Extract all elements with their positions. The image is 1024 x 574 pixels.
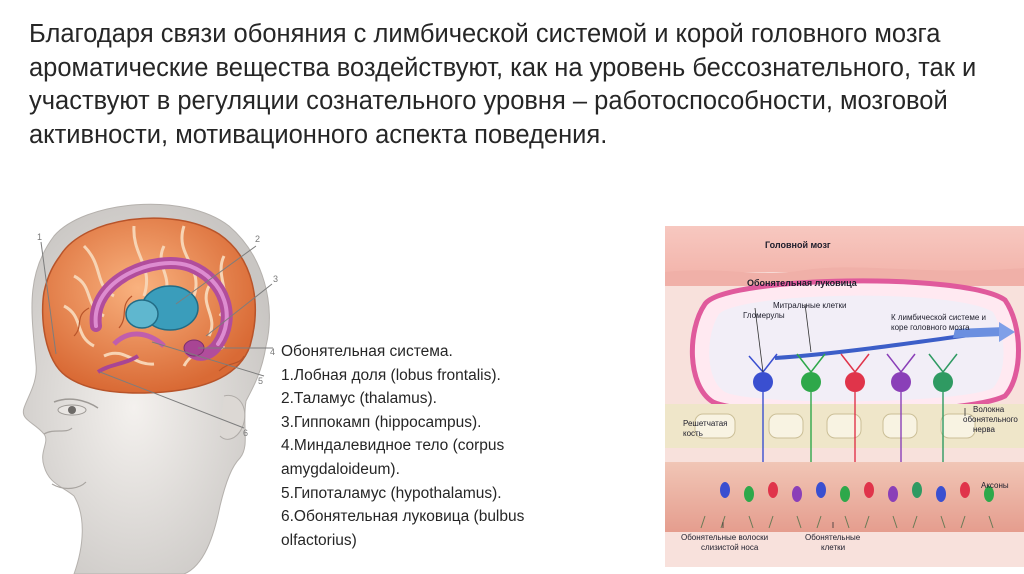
figure-number-5: 5 <box>258 376 264 386</box>
figure-number-2: 2 <box>255 234 261 244</box>
intro-paragraph: Благодаря связи обоняния с лимбической системой и корой головного мозга ароматические вещества воздействуют, как на уровень бессознательного, так и участвуют в регуляции сознательного уровня – работоспособности, мозговой активности, мотивационного аспекта поведения. <box>29 20 977 149</box>
label-bone-2: кость <box>683 429 703 438</box>
legend <box>281 340 524 552</box>
label-brain: Головной мозг <box>765 240 831 250</box>
legend-item: 3.Гиппокамп (hippocampus). <box>281 413 482 431</box>
label-olfactory-bulb: Обонятельная луковица <box>747 278 857 288</box>
legend-item: 5.Гипоталамус (hypothalamus). <box>281 484 502 502</box>
legend-item: 6.Обонятельная луковица (bulbus olfactorius) <box>281 508 525 549</box>
label-fibers-1: Волокна <box>973 405 1005 414</box>
head-brain-illustration <box>14 196 279 574</box>
legend-item: 4.Миндалевидное тело (corpus amygdaloideum). <box>281 437 505 478</box>
legend-title: Обонятельная система. <box>281 343 453 360</box>
label-limbic-1: К лимбической системе и <box>891 313 986 322</box>
label-fibers-2: обонятельного <box>963 415 1018 424</box>
label-cells-1: Обонятельные <box>805 533 861 542</box>
figure-number-4: 4 <box>270 347 276 357</box>
figure-number-3: 3 <box>273 274 279 284</box>
label-bone-1: Решетчатая <box>683 419 728 428</box>
label-hairs-1: Обонятельные волоски <box>681 533 769 542</box>
label-hairs-2: слизистой носа <box>701 543 759 552</box>
label-cells-2: клетки <box>821 543 846 552</box>
label-mitral-cells: Митральные клетки <box>773 301 847 310</box>
legend-item: 1.Лобная доля (lobus frontalis). <box>281 366 501 384</box>
legend-item: 2.Таламус (thalamus). <box>281 390 437 408</box>
label-axons: Аксоны <box>981 481 1009 490</box>
label-fibers-3: нерва <box>973 425 995 434</box>
figure-number-1: 1 <box>37 232 43 242</box>
olfactory-bulb-diagram <box>665 226 1024 567</box>
figure-number-6: 6 <box>243 428 249 438</box>
label-glomeruli: Гломерулы <box>743 311 785 320</box>
label-limbic-2: коре головного мозга <box>891 323 970 332</box>
